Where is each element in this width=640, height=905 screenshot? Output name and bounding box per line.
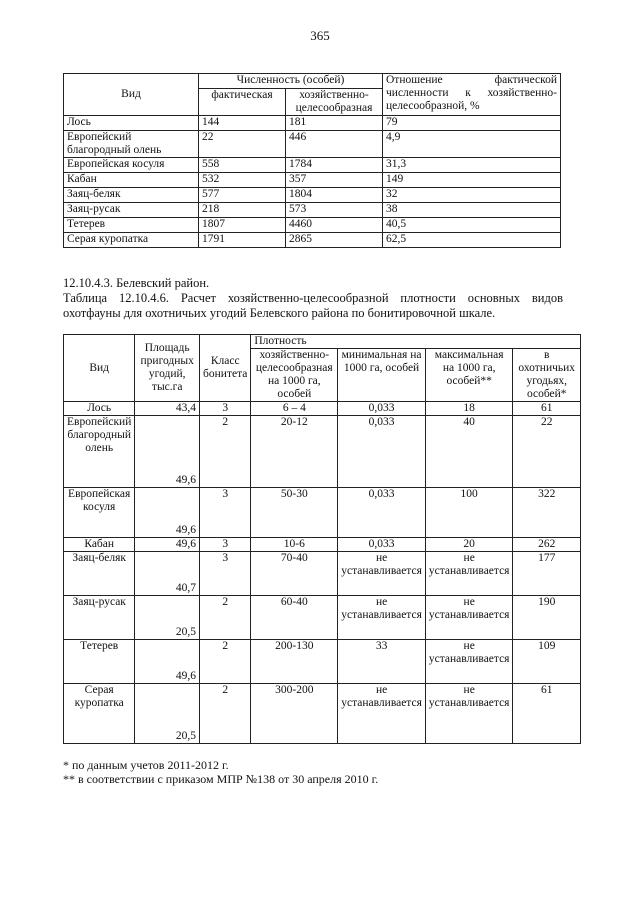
max-density-cell: 100	[425, 488, 513, 538]
header-max-density: максимальная на 1000 га, особей**	[425, 349, 513, 402]
footnote-2: ** в соответствии с приказом МПР №138 от 30 апреля 2010 г.	[63, 772, 379, 786]
hunting-density-cell: 61	[513, 684, 581, 744]
table-row	[64, 203, 561, 218]
ratio-cell: 62,5	[383, 233, 561, 248]
class-cell: 3	[200, 538, 251, 552]
hunting-density-cell: 322	[513, 488, 581, 538]
optimal-density-cell: 50-30	[251, 488, 338, 538]
max-density-cell: не устанавливается	[425, 684, 513, 744]
table-row	[64, 538, 581, 552]
class-cell: 3	[200, 552, 251, 596]
ratio-cell: 32	[383, 188, 561, 203]
hunting-density-cell: 61	[513, 402, 581, 416]
header-optimal-density: хозяйственно-целесообразная на 1000 га, особей	[251, 349, 338, 402]
optimal-cell: 2865	[286, 233, 383, 248]
header-species: Вид	[64, 74, 199, 116]
actual-cell: 532	[199, 173, 286, 188]
ratio-cell: 38	[383, 203, 561, 218]
class-cell: 3	[200, 402, 251, 416]
species-cell: Европейский благородный олень	[64, 131, 199, 158]
max-density-cell: 40	[425, 416, 513, 488]
actual-cell: 144	[199, 116, 286, 131]
table-row	[64, 402, 581, 416]
optimal-cell: 357	[286, 173, 383, 188]
species-cell: Серая куропатка	[64, 684, 135, 744]
header-area: Площадь пригодных угодий, тыс.га	[135, 335, 200, 402]
header-class: Класс бонитета	[200, 335, 251, 402]
area-cell: 49,6	[135, 488, 200, 538]
population-table-body	[64, 116, 561, 248]
class-cell: 2	[200, 596, 251, 640]
footnotes	[63, 758, 378, 786]
area-cell: 40,7	[135, 552, 200, 596]
ratio-cell: 40,5	[383, 218, 561, 233]
table-row	[64, 173, 561, 188]
actual-cell: 22	[199, 131, 286, 158]
species-cell: Заяц-беляк	[64, 188, 199, 203]
header-hunting-density: в охотничьих угодьях, особей*	[513, 349, 581, 402]
optimal-cell: 446	[286, 131, 383, 158]
species-cell: Лось	[64, 116, 199, 131]
min-density-cell: 0,033	[338, 538, 426, 552]
class-cell: 2	[200, 640, 251, 684]
header-min-density: минимальная на 1000 га, особей	[338, 349, 426, 402]
table-row	[64, 116, 561, 131]
min-density-cell: не устанавливается	[338, 684, 426, 744]
table-row	[64, 488, 581, 538]
species-cell: Лось	[64, 402, 135, 416]
actual-cell: 558	[199, 158, 286, 173]
section-title: 12.10.4.3. Белевский район.	[63, 276, 210, 290]
hunting-density-cell: 109	[513, 640, 581, 684]
optimal-density-cell: 70-40	[251, 552, 338, 596]
table-row	[64, 416, 581, 488]
min-density-cell: 33	[338, 640, 426, 684]
max-density-cell: не устанавливается	[425, 596, 513, 640]
optimal-cell: 4460	[286, 218, 383, 233]
footnote-1: * по данным учетов 2011-2012 г.	[63, 758, 229, 772]
hunting-density-cell: 22	[513, 416, 581, 488]
optimal-density-cell: 200-130	[251, 640, 338, 684]
max-density-cell: 20	[425, 538, 513, 552]
table-header-row	[64, 335, 581, 349]
area-cell: 49,6	[135, 538, 200, 552]
max-density-cell: не устанавливается	[425, 640, 513, 684]
optimal-cell: 1804	[286, 188, 383, 203]
optimal-density-cell: 60-40	[251, 596, 338, 640]
species-cell: Европейский благородный олень	[64, 416, 135, 488]
table-header-row	[64, 74, 561, 89]
table-row	[64, 552, 581, 596]
min-density-cell: 0,033	[338, 416, 426, 488]
species-cell: Заяц-беляк	[64, 552, 135, 596]
actual-cell: 218	[199, 203, 286, 218]
page-number: 365	[310, 28, 330, 43]
optimal-cell: 181	[286, 116, 383, 131]
optimal-cell: 1784	[286, 158, 383, 173]
species-cell: Серая куропатка	[64, 233, 199, 248]
density-table-body	[64, 402, 581, 744]
header-optimal: хозяйственно-целесообразная	[286, 89, 383, 116]
table-row	[64, 233, 561, 248]
table-row	[64, 188, 561, 203]
ratio-cell: 4,9	[383, 131, 561, 158]
class-cell: 3	[200, 488, 251, 538]
species-cell: Кабан	[64, 538, 135, 552]
hunting-density-cell: 177	[513, 552, 581, 596]
header-density: Плотность	[251, 335, 581, 349]
area-cell: 20,5	[135, 596, 200, 640]
optimal-density-cell: 20-12	[251, 416, 338, 488]
table-row	[64, 596, 581, 640]
table-row	[64, 131, 561, 158]
header-count: Численность (особей)	[199, 74, 383, 89]
optimal-density-cell: 300-200	[251, 684, 338, 744]
area-cell: 49,6	[135, 416, 200, 488]
species-cell: Кабан	[64, 173, 199, 188]
header-ratio: Отношение фактической численности к хозяйственно-целесообразной, %	[383, 74, 561, 116]
min-density-cell: 0,033	[338, 488, 426, 538]
species-cell: Заяц-русак	[64, 203, 199, 218]
density-table	[63, 334, 581, 744]
class-cell: 2	[200, 416, 251, 488]
ratio-cell: 79	[383, 116, 561, 131]
header-actual: фактическая	[199, 89, 286, 116]
max-density-cell: 18	[425, 402, 513, 416]
table-row	[64, 640, 581, 684]
table-row	[64, 218, 561, 233]
ratio-cell: 31,3	[383, 158, 561, 173]
optimal-density-cell: 10-6	[251, 538, 338, 552]
actual-cell: 1807	[199, 218, 286, 233]
species-cell: Тетерев	[64, 218, 199, 233]
max-density-cell: не устанавливается	[425, 552, 513, 596]
table-row	[64, 684, 581, 744]
area-cell: 20,5	[135, 684, 200, 744]
min-density-cell: 0,033	[338, 402, 426, 416]
species-cell: Тетерев	[64, 640, 135, 684]
optimal-density-cell: 6 – 4	[251, 402, 338, 416]
population-table	[63, 73, 561, 248]
area-cell: 43,4	[135, 402, 200, 416]
area-cell: 49,6	[135, 640, 200, 684]
species-cell: Европейская косуля	[64, 158, 199, 173]
optimal-cell: 573	[286, 203, 383, 218]
actual-cell: 1791	[199, 233, 286, 248]
ratio-cell: 149	[383, 173, 561, 188]
hunting-density-cell: 190	[513, 596, 581, 640]
species-cell: Европейская косуля	[64, 488, 135, 538]
min-density-cell: не устанавливается	[338, 552, 426, 596]
table-row	[64, 158, 561, 173]
class-cell: 2	[200, 684, 251, 744]
table-caption: Таблица 12.10.4.6. Расчет хозяйственно-целесообразной плотности основных видов охотфауны для охотничьих угодий Белевского района по бонитировочной шкале.	[63, 291, 563, 320]
species-cell: Заяц-русак	[64, 596, 135, 640]
header-species: Вид	[64, 335, 135, 402]
actual-cell: 577	[199, 188, 286, 203]
min-density-cell: не устанавливается	[338, 596, 426, 640]
hunting-density-cell: 262	[513, 538, 581, 552]
